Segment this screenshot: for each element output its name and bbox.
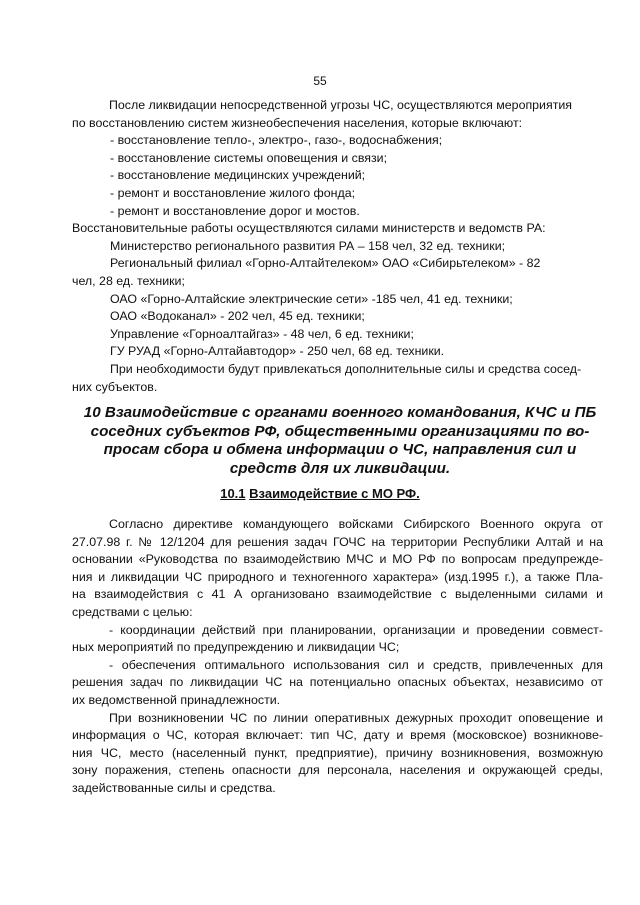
paragraph-line: ния и ликвидации ЧС природного и техногенного характера» (изд.1995 г.), а также Пла- — [72, 569, 603, 584]
paragraph-line: зону поражения, степень опасности для персонала, населения и окружающей среды, — [72, 763, 603, 778]
bullet-line: - обеспечения оптимального использования сил и средств, привлеченных для — [109, 657, 603, 672]
paragraph-line: по восстановлению систем жизнеобеспечения населения, которые включают: — [72, 115, 523, 130]
org-item: Региональный филиал «Горно-Алтайтелеком» ОАО «Сибирьтелеком» - 82 — [110, 256, 541, 271]
paragraph-line: них субъектов. — [72, 379, 158, 394]
org-item: ГУ РУАД «Горно-Алтайавтодор» - 250 чел, 68 ед. техники. — [110, 344, 445, 359]
paragraph-line: на взаимодействия с 41 А организовано взаимодействие с выделенными силами и — [72, 587, 603, 602]
list-item: - ремонт и восстановление дорог и мостов. — [110, 203, 360, 218]
heading-line: средств для их ликвидации. — [229, 459, 451, 477]
paragraph-line: основании «Руководства по взаимодействию МЧС и МО РФ по вопросам предупрежде- — [72, 552, 603, 567]
paragraph-line: Согласно директиве командующего войсками Сибирского Военного округа от — [109, 517, 603, 531]
heading-line: соседних субъектов РФ, общественными организациями по во- — [90, 422, 590, 440]
heading-line: просам сбора и обмена информации о ЧС, направления сил и — [103, 441, 577, 459]
paragraph-line: При возникновении ЧС по линии оперативных дежурных проходит оповещение и — [109, 710, 603, 725]
bullet-line: решения задач по ликвидации ЧС на потенциально опасных объектах, независимо от — [72, 675, 603, 690]
paragraph-line: При необходимости будут привлекаться дополнительные силы и средства сосед- — [110, 361, 582, 376]
paragraph-line: средствами с целью: — [72, 604, 193, 619]
org-item: ОАО «Водоканал» - 202 чел, 45 ед. техники; — [110, 309, 365, 324]
section-10-heading — [80, 404, 600, 478]
org-item: Управление «Горноалтайгаз» - 48 чел, 6 ед. техники; — [110, 326, 414, 341]
bullet-line: ных мероприятий по предупреждению и ликвидации ЧС; — [72, 640, 400, 655]
org-item: Министерство регионального развития РА – 158 чел, 32 ед. техники; — [110, 238, 506, 253]
section-10-1-body — [72, 516, 603, 798]
section-number: 10.1 — [220, 486, 246, 501]
section-title: Взаимодействие с МО РФ. — [249, 486, 420, 501]
section-10-1-heading — [0, 485, 640, 503]
page-number: 55 — [313, 74, 327, 88]
paragraph-line: задействованные силы и средства. — [72, 780, 276, 795]
restoration-list — [72, 132, 603, 220]
org-item: ОАО «Горно-Алтайские электрические сети» -185 чел, 41 ед. техники; — [110, 291, 513, 306]
list-item: - восстановление тепло-, электро-, газо-, водоснабжения; — [110, 133, 443, 148]
organizations-list-2 — [72, 291, 603, 379]
intro-block — [72, 97, 603, 396]
paragraph-line: После ликвидации непосредственной угрозы ЧС, осуществляются мероприятия — [109, 98, 572, 112]
bullet-line: - координации действий при планировании, организации и проведении совмест- — [109, 622, 603, 637]
organizations-list — [72, 238, 603, 273]
list-item: - восстановление системы оповещения и связи; — [110, 150, 388, 165]
paragraph-line: Восстановительные работы осуществляются силами министерств и ведомств РА: — [72, 221, 546, 236]
paragraph-line: ния ЧС, место (населенный пункт, предприятие), причину возникновения, возможную — [72, 745, 603, 760]
heading-line: 10 Взаимодействие с органами военного командования, КЧС и ПБ — [83, 404, 597, 421]
bullet-line: их ведомственной принадлежности. — [72, 692, 281, 707]
list-item: - ремонт и восстановление жилого фонда; — [110, 185, 356, 200]
org-item-continued: чел, 28 ед. техники; — [72, 273, 185, 288]
paragraph-line: информация о ЧС, которая включает: тип ЧС, дату и время (московское) возникнове- — [72, 728, 603, 743]
paragraph-line: 27.07.98 г. № 12/1204 для решения задач ГОЧС на территории Республики Алтай и на — [72, 534, 603, 549]
list-item: - восстановление медицинских учреждений; — [110, 168, 366, 183]
